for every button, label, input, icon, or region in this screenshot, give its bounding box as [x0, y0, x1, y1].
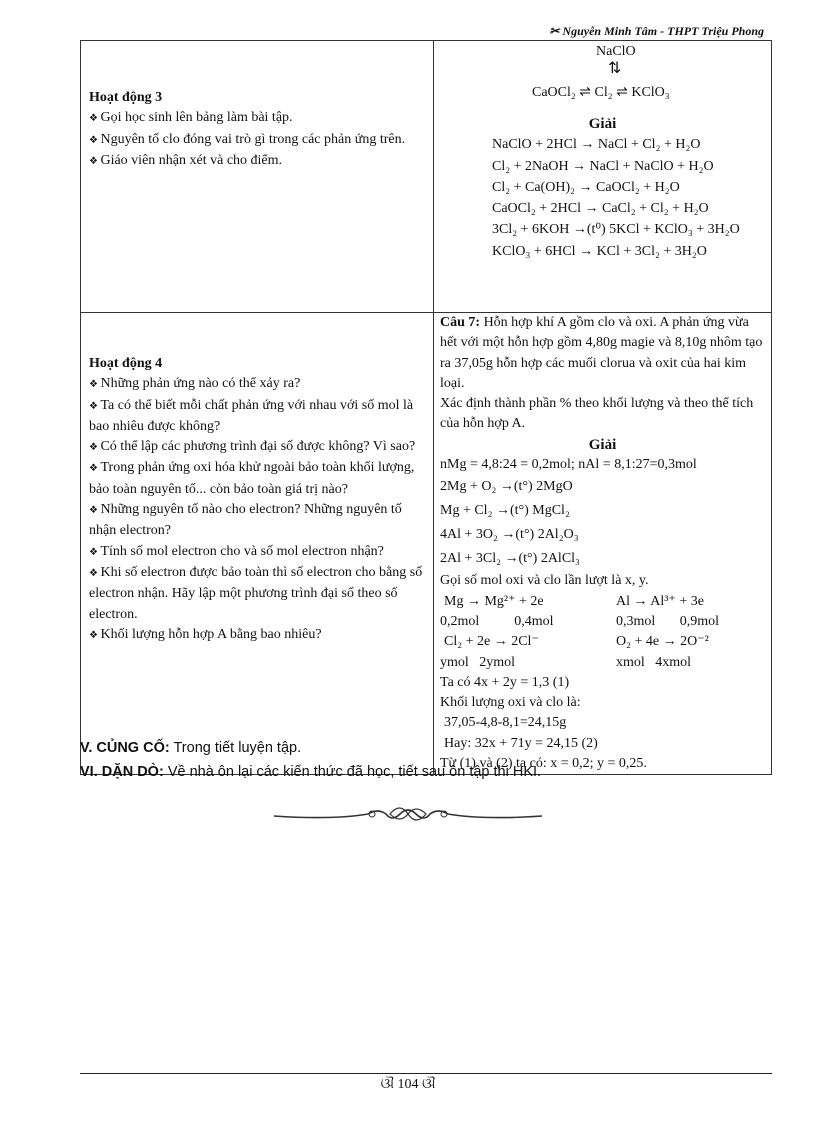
- mass-calc: 37,05-4,8-8,1=24,15g: [444, 715, 567, 731]
- reaction: 4Al + 3O₂ →(t°) 2Al₂O₃: [440, 527, 579, 543]
- equation: 3Cl₂ + 6KOH →(t⁰) 5KCl + KClO₃ + 3H₂O: [492, 222, 740, 238]
- diagram-vertical-arrow: ⇅: [608, 60, 622, 77]
- question-text: Hỗn hợp khí A gồm clo và oxi. A phản ứng vừa hết với một hỗn hợp gồm 4,80g magie và 8,10g nhôm tạo ra 37,05g hỗn hợp các muối clorua và oxit của hai kim loại.: [440, 315, 763, 391]
- lesson-table: [80, 40, 772, 775]
- half-reaction-cl: Cl₂ + 2e → 2Cl⁻: [444, 634, 539, 650]
- list-item: ❖ Gọi học sinh lên bảng làm bài tập.: [89, 108, 427, 129]
- section-text: Trong tiết luyện tập.: [173, 740, 302, 756]
- half-reactions-1: [440, 592, 765, 612]
- list-item: ❖ Giáo viên nhận xét và cho điểm.: [89, 151, 427, 172]
- section-homework: [80, 764, 541, 780]
- diagram-row: CaOCl₂ ⇌ Cl₂ ⇌ KClO₃: [532, 85, 670, 100]
- equation-2: Hay: 32x + 71y = 24,15 (2): [444, 735, 598, 751]
- page-header: ✂ Nguyễn Minh Tâm - THPT Triệu Phong: [549, 24, 764, 38]
- diagram-top: NaClO: [596, 44, 636, 59]
- activity-title: Hoạt động 3: [89, 90, 163, 105]
- solution-title: Giải: [588, 436, 617, 453]
- setup-line: Gọi số mol oxi và clo lần lượt là x, y.: [440, 573, 649, 589]
- list-item: ❖ Khối lượng hỗn hợp A bằng bao nhiêu?: [89, 625, 427, 646]
- moles-1: [440, 612, 765, 632]
- list-item: ❖ Khi số electron được bảo toàn thì số electron cho bằng số electron nhận. Hãy lập một phương trình đại số theo số electron.: [89, 563, 427, 625]
- list-item: ❖ Có thể lập các phương trình đại số được không? Vì sao?: [89, 437, 427, 458]
- page-number: [0, 1077, 816, 1093]
- reaction: 2Al + 3Cl₂ →(t°) 2AlCl₃: [440, 551, 580, 567]
- reaction-diagram: [440, 41, 765, 114]
- section-label: VI. DẶN DÒ:: [80, 764, 164, 780]
- question-label: Câu 7:: [440, 315, 481, 330]
- activity-4-cell: [81, 313, 434, 775]
- equation: CaOCl₂ + 2HCl → CaCl₂ + Cl₂ + H₂O: [492, 201, 709, 217]
- solution-3-cell: [434, 41, 772, 313]
- section-label: V. CỦNG CỐ:: [80, 740, 170, 756]
- equation: Cl₂ + Ca(OH)₂ → CaOCl₂ + H₂O: [492, 179, 680, 195]
- equation: NaClO + 2HCl → NaCl + Cl₂ + H₂O: [492, 137, 701, 153]
- list-item: ❖ Những phản ứng nào có thể xảy ra?: [89, 374, 427, 395]
- equation: Cl₂ + 2NaOH → NaCl + NaClO + H₂O: [492, 158, 714, 174]
- reaction: 2Mg + O₂ →(t°) 2MgO: [440, 479, 573, 495]
- page-number-value: 104: [397, 1077, 419, 1092]
- ornament-right-icon: ଔ: [422, 1077, 436, 1092]
- moles-mg: 0,2mol 0,4mol: [440, 613, 554, 629]
- moles-cl: ymol 2ymol: [440, 654, 516, 670]
- table-row: [81, 41, 772, 313]
- solution-title: Giải: [588, 116, 617, 132]
- list-item: ❖ Những nguyên tố nào cho electron? Những nguyên tố nhận electron?: [89, 500, 427, 542]
- activity-title: Hoạt động 4: [89, 356, 163, 371]
- mass-label: Khối lượng oxi và clo là:: [440, 695, 581, 711]
- question: [440, 313, 765, 394]
- section-text: Về nhà ôn lại các kiến thức đã học, tiết sau ôn tập thi HKI.: [167, 764, 542, 780]
- footer-rule: [80, 1073, 772, 1074]
- half-reaction-al: Al → Al³⁺ + 3e: [616, 593, 704, 609]
- question-task: Xác định thành phần % theo khối lượng và theo thể tích của hỗn hợp A.: [440, 396, 754, 432]
- half-reaction-mg: Mg → Mg²⁺ + 2e: [444, 593, 544, 609]
- moles-o: xmol 4xmol: [616, 654, 692, 670]
- ornament-left-icon: ଔ: [380, 1077, 394, 1092]
- moles-2: [440, 653, 765, 673]
- activity-3-cell: [81, 41, 434, 313]
- moles-al: 0,3mol 0,9mol: [616, 613, 720, 629]
- half-reactions-2: [440, 632, 765, 652]
- equation: KClO₃ + 6HCl → KCl + 3Cl₂ + 3H₂O: [492, 243, 707, 259]
- reaction: Mg + Cl₂ →(t°) MgCl₂: [440, 503, 570, 519]
- table-row: [81, 313, 772, 775]
- list-item: ❖ Tính số mol electron cho và số mol electron nhận?: [89, 542, 427, 563]
- section-consolidation: [80, 740, 301, 756]
- solution-4-cell: [434, 313, 772, 775]
- result: Từ (1) và (2) ta có: x = 0,2; y = 0,25.: [440, 756, 647, 772]
- equation-1: Ta có 4x + 2y = 1,3 (1): [440, 674, 570, 690]
- list-item: ❖ Nguyên tố clo đóng vai trò gì trong các phản ứng trên.: [89, 130, 427, 151]
- half-reaction-o: O₂ + 4e → 2O⁻²: [616, 634, 709, 650]
- list-item: ❖ Trong phản ứng oxi hóa khử ngoài bảo toàn khối lượng, bảo toàn nguyên tố... còn bảo toàn giá trị nào?: [89, 458, 427, 500]
- moles-line: nMg = 4,8:24 = 0,2mol; nAl = 8,1:27=0,3mol: [440, 457, 697, 473]
- list-item: ❖ Ta có thể biết mỗi chất phản ứng với nhau với số mol là bao nhiêu được không?: [89, 396, 427, 438]
- ornament-divider-icon: [272, 800, 544, 830]
